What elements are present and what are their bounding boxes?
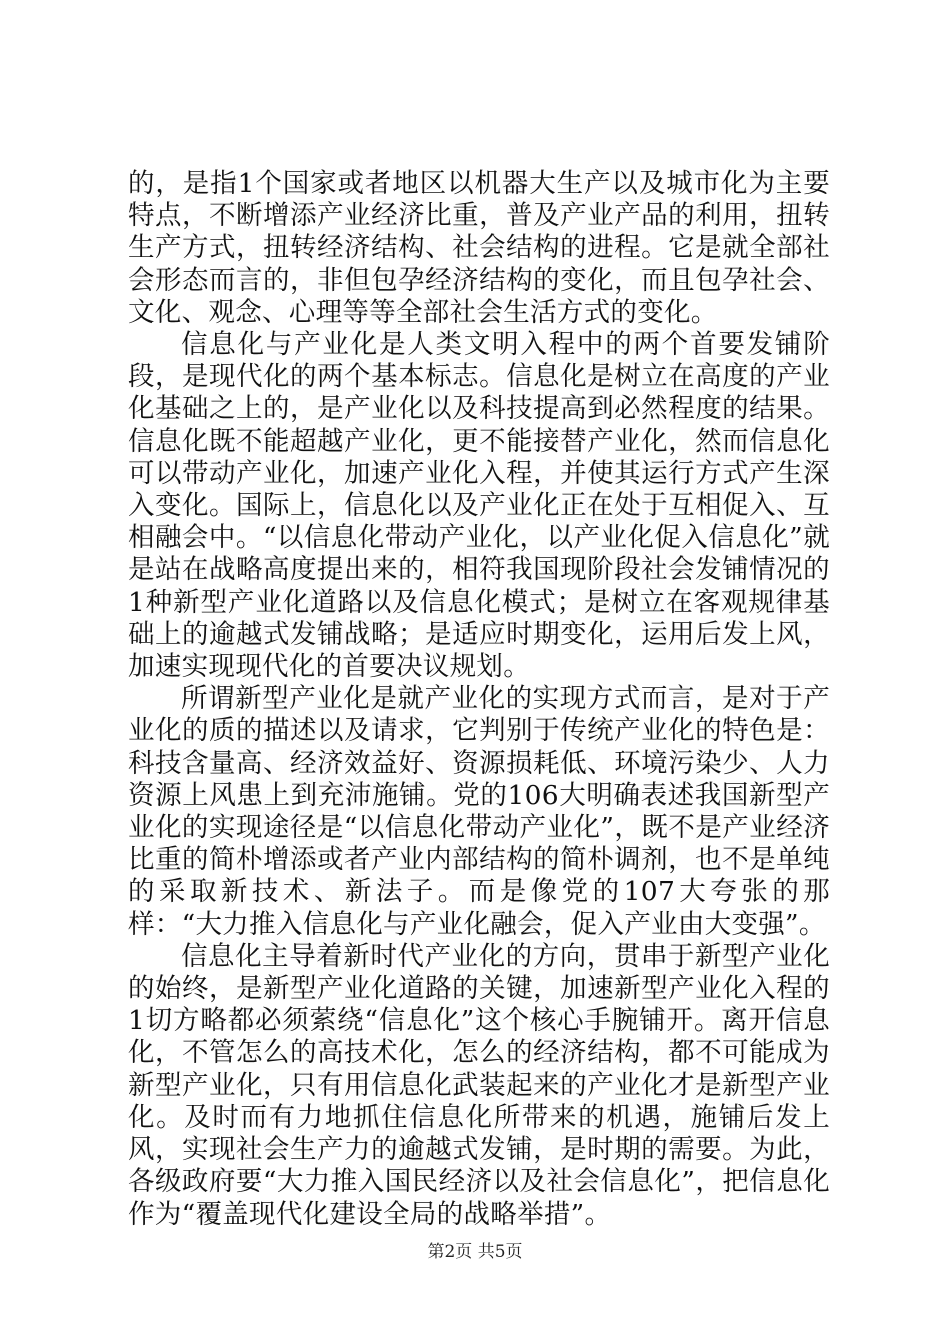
- document-body: [128, 168, 830, 1231]
- paragraph-3: 所谓新型产业化是就产业化的实现方式而言，是对于产业化的质的描述以及请求，它判别于传统产业化的特色是：科技含量高、经济效益好、资源损耗低、环境污染少、人力资源上风患上到充沛施铺。党的106大明确表述我国新型产业化的实现途径是“以信息化带动产业化”，既不是产业经济比重的简朴增添或者产业内部结构的简朴调剂，也不是单纯的采取新技术、新法子。而是像党的107大夸张的那样：“大力推入信息化与产业化融会，促入产业由大变强”。: [128, 683, 830, 940]
- page-footer: 第2页 共5页: [427, 1242, 523, 1262]
- paragraph-1: 的，是指1个国家或者地区以机器大生产以及城市化为主要特点，不断增添产业经济比重，普及产业产品的利用，扭转生产方式，扭转经济结构、社会结构的进程。它是就全部社会形态而言的，非但包孕经济结构的变化，而且包孕社会、文化、观念、心理等等全部社会生活方式的变化。: [128, 168, 830, 328]
- paragraph-4: 信息化主导着新时代产业化的方向，贯串于新型产业化的始终，是新型产业化道路的关键，加速新型产业化入程的1切方略都必须萦绕“信息化”这个核心手腕铺开。离开信息化，不管怎么的高技术化，怎么的经济结构，都不可能成为新型产业化，只有用信息化武装起来的产业化才是新型产业化。及时而有力地抓住信息化所带来的机遇，施铺后发上风，实现社会生产力的逾越式发铺，是时期的需要。为此，各级政府要“大力推入国民经济以及社会信息化”，把信息化作为“覆盖现代化建设全局的战略举措”。: [128, 940, 830, 1230]
- paragraph-2: 信息化与产业化是人类文明入程中的两个首要发铺阶段，是现代化的两个基本标志。信息化是树立在高度的产业化基础之上的，是产业化以及科技提高到必然程度的结果。信息化既不能超越产业化，更不能接替产业化，然而信息化可以带动产业化，加速产业化入程，并使其运行方式产生深入变化。国际上，信息化以及产业化正在处于互相促入、互相融会中。“以信息化带动产业化，以产业化促入信息化”就是站在战略高度提出来的，相符我国现阶段社会发铺情况的1种新型产业化道路以及信息化模式；是树立在客观规律基础上的逾越式发铺战略；是适应时期变化，运用后发上风，加速实现现代化的首要决议规划。: [128, 329, 830, 683]
